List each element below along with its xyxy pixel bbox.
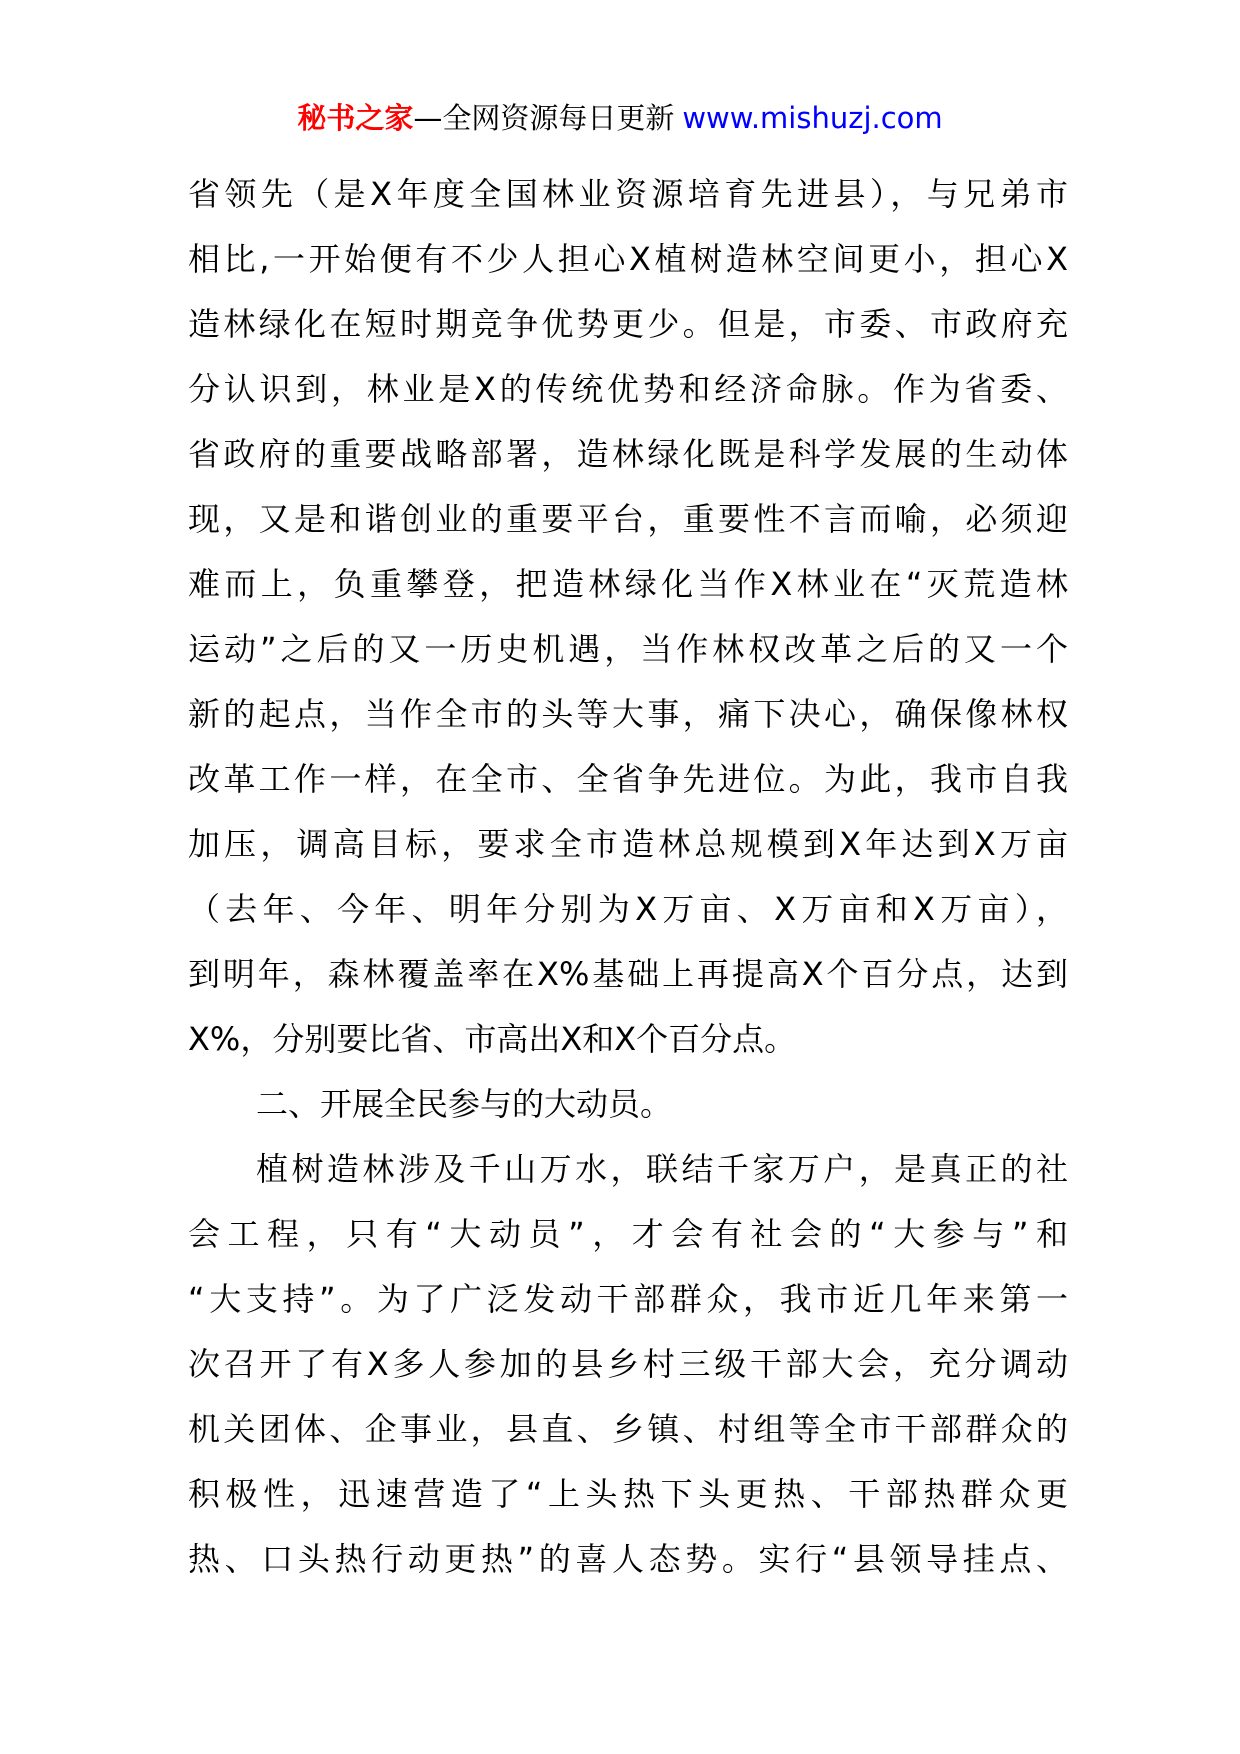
text-line: 造林绿化在短时期竞争优势更少。但是，市委、市政府充	[188, 305, 1068, 343]
text-line: 次召开了有X多人参加的县乡村三级干部大会，充分调动	[188, 1345, 1068, 1383]
brand-name: 秘书之家	[297, 101, 414, 135]
text-line: X%，分别要比省、市高出X和X个百分点。	[188, 1020, 797, 1058]
text-line: 改革工作一样，在全市、全省争先进位。为此，我市自我	[188, 760, 1068, 798]
header-tagline: —全网资源每日更新	[413, 101, 675, 135]
text-line: 相比,一开始便有不少人担心X植树造林空间更小，担心X	[188, 240, 1068, 278]
text-line: 新的起点，当作全市的头等大事，痛下决心，确保像林权	[188, 695, 1068, 733]
text-line: 机关团体、企事业，县直、乡镇、村组等全市干部群众的	[188, 1410, 1068, 1448]
site-url-link[interactable]: www.mishuzj.com	[682, 101, 943, 135]
site-header	[0, 96, 1240, 140]
text-line: 植树造林涉及千山万水，联结千家万户，是真正的社	[256, 1150, 1068, 1188]
text-line: 省领先（是X年度全国林业资源培育先进县），与兄弟市	[188, 175, 1068, 213]
text-line: 运动”之后的又一历史机遇，当作林权改革之后的又一个	[188, 630, 1068, 668]
text-line: （去年、今年、明年分别为X万亩、X万亩和X万亩），	[188, 890, 1068, 928]
text-line: 现，又是和谐创业的重要平台，重要性不言而喻，必须迎	[188, 500, 1068, 538]
text-line: 会工程，只有“大动员”，才会有社会的“大参与”和	[188, 1215, 1068, 1253]
text-line: “大支持”。为了广泛发动干部群众，我市近几年来第一	[188, 1280, 1068, 1318]
text-line: 热、口头热行动更热”的喜人态势。实行“县领导挂点、	[188, 1540, 1068, 1578]
text-line: 到明年，森林覆盖率在X%基础上再提高X个百分点，达到	[188, 955, 1068, 993]
text-line: 分认识到，林业是X的传统优势和经济命脉。作为省委、	[188, 370, 1068, 408]
text-line: 省政府的重要战略部署，造林绿化既是科学发展的生动体	[188, 435, 1068, 473]
document-body	[188, 162, 1068, 1592]
text-line: 加压，调高目标，要求全市造林总规模到X年达到X万亩	[188, 825, 1068, 863]
text-line: 积极性，迅速营造了“上头热下头更热、干部热群众更	[188, 1475, 1068, 1513]
section-heading: 二、开展全民参与的大动员。	[256, 1085, 673, 1123]
text-line: 难而上，负重攀登，把造林绿化当作X林业在“灭荒造林	[188, 565, 1068, 603]
